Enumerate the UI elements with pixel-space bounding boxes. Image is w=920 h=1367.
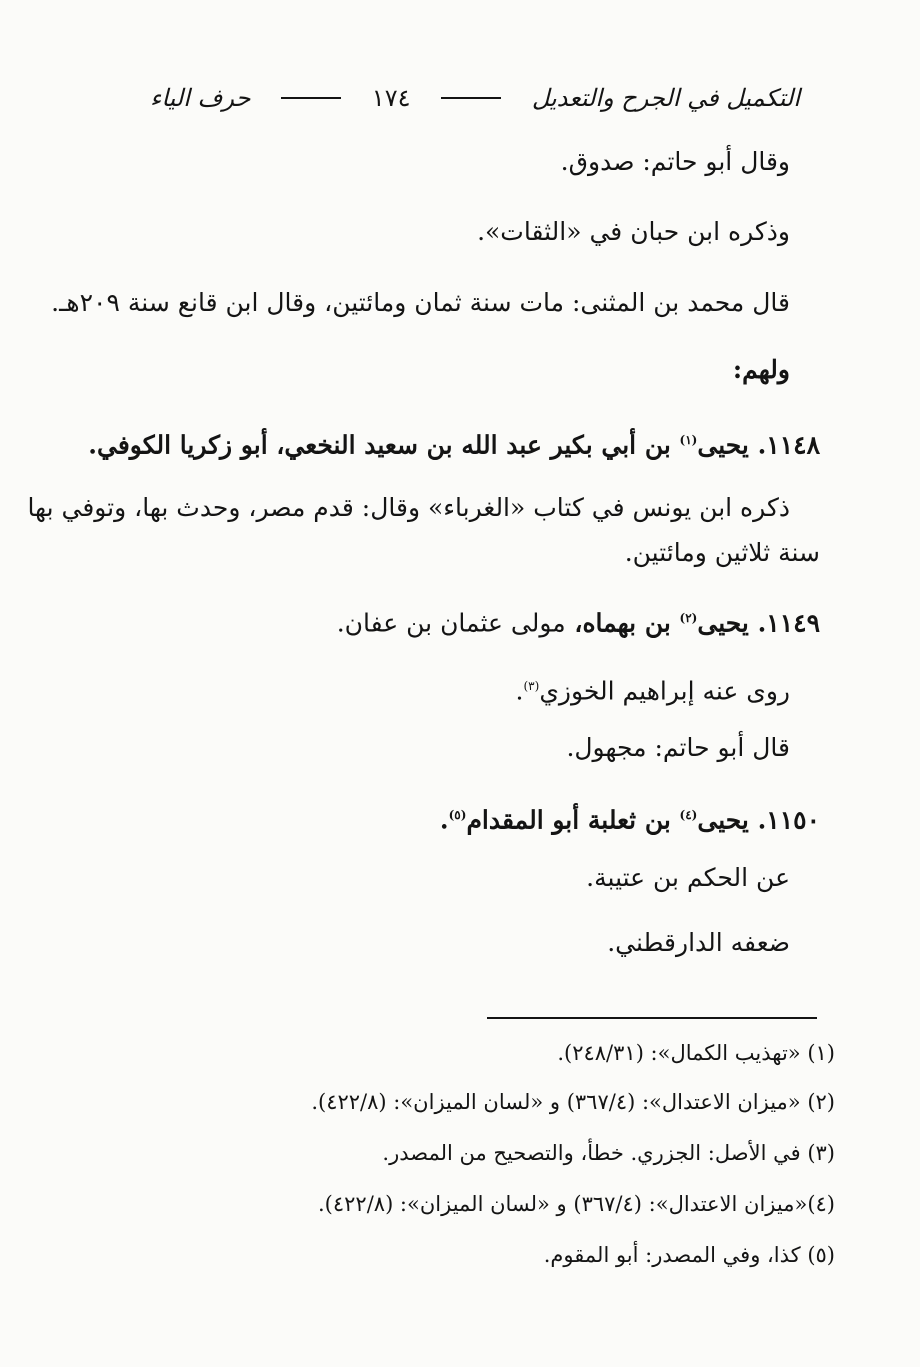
footnote-4: (٤)«ميزان الاعتدال»: (٣٦٧/٤) و «لسان الميزان»: (٤٢٢/٨). (317, 1192, 835, 1216)
text-line: وذكره ابن حبان في «الثقات». (477, 217, 790, 246)
text-span: روى عنه إبراهيم الخوزي (539, 676, 790, 706)
entry-name: يحيى (697, 608, 749, 638)
entry-1148 (88, 422, 820, 463)
book-title: التكميل في الجرح والتعديل (531, 84, 800, 112)
text-line (516, 668, 790, 709)
text-line: ضعفه الدارقطني. (607, 928, 790, 957)
text-line: قال محمد بن المثنى: مات سنة ثمان ومائتين، وقال ابن قانع سنة ٢٠٩هـ. (51, 288, 790, 317)
period: . (515, 676, 524, 706)
text-line: قال أبو حاتم: مجهول. (566, 733, 790, 762)
entry-text: بن بهماه، (574, 608, 671, 638)
footnote-2: (٢) «ميزان الاعتدال»: (٣٦٧/٤) و «لسان الميزان»: (٤٢٢/٨). (311, 1090, 835, 1114)
text-line: وقال أبو حاتم: صدوق. (560, 147, 790, 176)
running-header (150, 78, 800, 118)
footnote-ref: (٤) (679, 808, 698, 822)
footnote-1: (١) «تهذيب الكمال»: (٢٤٨/٣١). (557, 1041, 835, 1065)
entry-number: ١١٤٩. (757, 608, 820, 638)
text-line: سنة ثلاثين ومائتين. (624, 538, 820, 567)
text-line: عن الحكم بن عتيبة. (586, 863, 790, 892)
section-title: حرف الياء (150, 84, 251, 112)
header-dash (441, 97, 501, 99)
footnote-3: (٣) في الأصل: الجزري. خطأ، والتصحيح من المصدر. (382, 1141, 835, 1165)
entry-number: ١١٥٠. (757, 805, 820, 835)
entry-text: مولى عثمان بن عفان. (336, 608, 566, 638)
period: . (439, 805, 449, 835)
text-line: ذكره ابن يونس في كتاب «الغرباء» وقال: قدم مصر، وحدث بها، وتوفي بها (27, 493, 790, 522)
text-line: ولهم: (732, 355, 790, 384)
footnote-separator (487, 1017, 817, 1019)
footnote-5: (٥) كذا، وفي المصدر: أبو المقوم. (543, 1243, 835, 1267)
entry-name: يحيى (697, 805, 749, 835)
footnote-ref: (٣) (523, 679, 540, 693)
entry-name: يحيى (697, 430, 749, 460)
footnote-ref: (١) (679, 433, 698, 447)
footnote-ref: (٥) (448, 808, 467, 822)
footnote-ref: (٢) (679, 611, 698, 625)
page-number: ١٧٤ (371, 84, 411, 112)
entry-1149 (337, 600, 820, 641)
entry-text: بن ثعلبة أبو المقدام (466, 805, 671, 835)
header-dash (281, 97, 341, 99)
entry-number: ١١٤٨. (757, 430, 820, 460)
entry-text: بن أبي بكير عبد الله بن سعيد النخعي، أبو زكريا الكوفي. (88, 430, 671, 460)
entry-1150 (440, 797, 820, 838)
